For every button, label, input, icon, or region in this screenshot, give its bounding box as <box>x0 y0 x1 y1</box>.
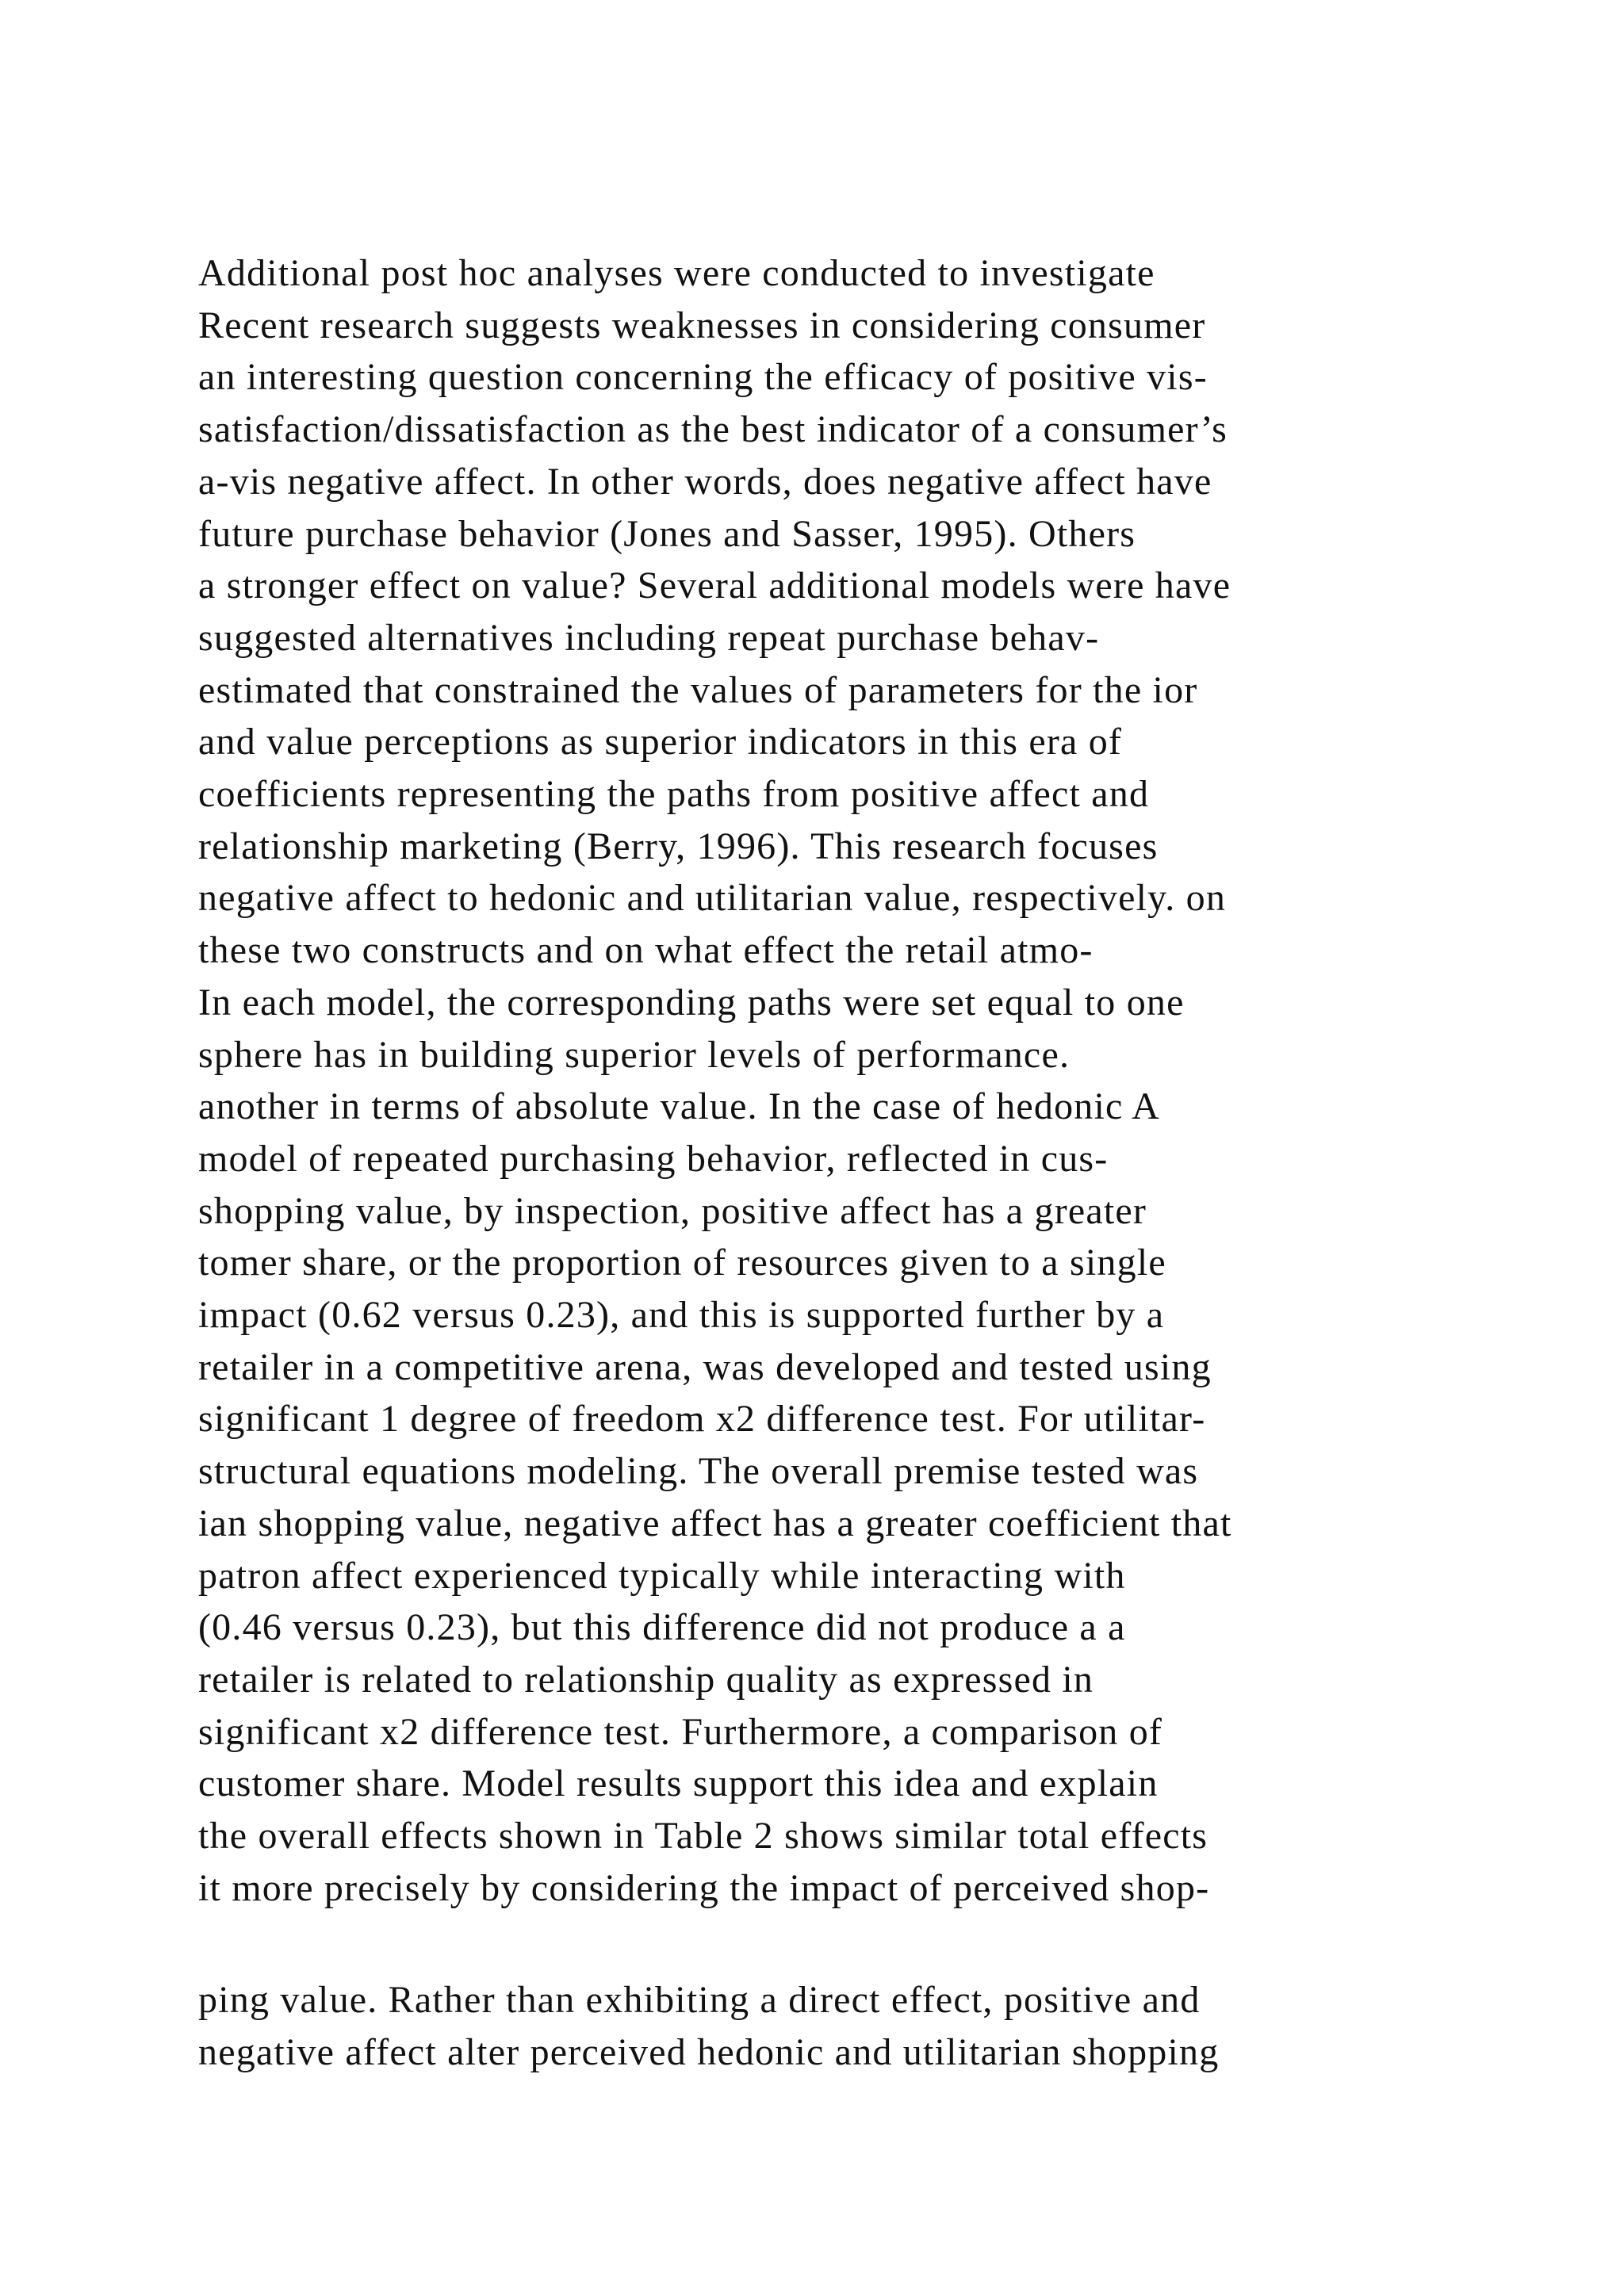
continuation-text-block <box>198 1974 1546 2078</box>
text-line: Additional post hoc analyses were conducted to investigate <box>198 252 1155 294</box>
text-line: impact (0.62 versus 0.23), and this is supported further by a <box>198 1294 1165 1337</box>
text-line: another in terms of absolute value. In the case of hedonic A <box>198 1085 1160 1128</box>
text-line: patron affect experienced typically while interacting with <box>198 1554 1126 1597</box>
text-line: the overall effects shown in Table 2 shows similar total effects <box>198 1815 1208 1858</box>
text-line: (0.46 versus 0.23), but this difference did not produce a a <box>198 1606 1126 1649</box>
text-line: ian shopping value, negative affect has a greater coefficient that <box>198 1502 1232 1544</box>
text-line: In each model, the corresponding paths were set equal to one <box>198 981 1185 1024</box>
text-line: satisfaction/dissatisfaction as the best indicator of a consumer’s <box>198 408 1228 451</box>
text-line: a-vis negative affect. In other words, does negative affect have <box>198 460 1212 503</box>
text-line: customer share. Model results support this idea and explain <box>198 1762 1159 1805</box>
text-line: these two constructs and on what effect the retail atmo- <box>198 929 1094 972</box>
text-line: negative affect to hedonic and utilitarian value, respectively. on <box>198 877 1227 920</box>
text-line: it more precisely by considering the impact of perceived shop- <box>198 1866 1210 1909</box>
text-line: an interesting question concerning the efficacy of positive vis- <box>198 356 1208 399</box>
text-line: ping value. Rather than exhibiting a direct effect, positive and <box>198 1979 1201 2021</box>
text-line: structural equations modeling. The overall premise tested was <box>198 1450 1199 1493</box>
text-line: significant x2 difference test. Furthermore, a comparison of <box>198 1710 1163 1753</box>
text-line: relationship marketing (Berry, 1996). This research focuses <box>198 825 1159 867</box>
body-text-block <box>198 247 1546 1915</box>
text-line: sphere has in building superior levels of performance. <box>198 1033 1071 1076</box>
text-line: tomer share, or the proportion of resources given to a single <box>198 1242 1166 1284</box>
text-line: suggested alternatives including repeat purchase behav- <box>198 616 1100 659</box>
text-line: estimated that constrained the values of parameters for the ior <box>198 668 1198 711</box>
text-line: future purchase behavior (Jones and Sasser, 1995). Others <box>198 512 1136 555</box>
text-line: a stronger effect on value? Several additional models were have <box>198 564 1231 607</box>
text-line: significant 1 degree of freedom x2 difference test. For utilitar- <box>198 1398 1206 1441</box>
text-line: and value perceptions as superior indicators in this era of <box>198 721 1123 763</box>
text-line: coefficients representing the paths from positive affect and <box>198 773 1150 816</box>
text-line: model of repeated purchasing behavior, reflected in cus- <box>198 1137 1109 1180</box>
text-line: Recent research suggests weaknesses in considering consumer <box>198 304 1206 346</box>
text-line: shopping value, by inspection, positive affect has a greater <box>198 1189 1147 1232</box>
text-line: retailer in a competitive arena, was developed and tested using <box>198 1345 1212 1388</box>
text-line: retailer is related to relationship quality as expressed in <box>198 1658 1094 1701</box>
text-line: negative affect alter perceived hedonic and utilitarian shopping <box>198 2030 1220 2073</box>
